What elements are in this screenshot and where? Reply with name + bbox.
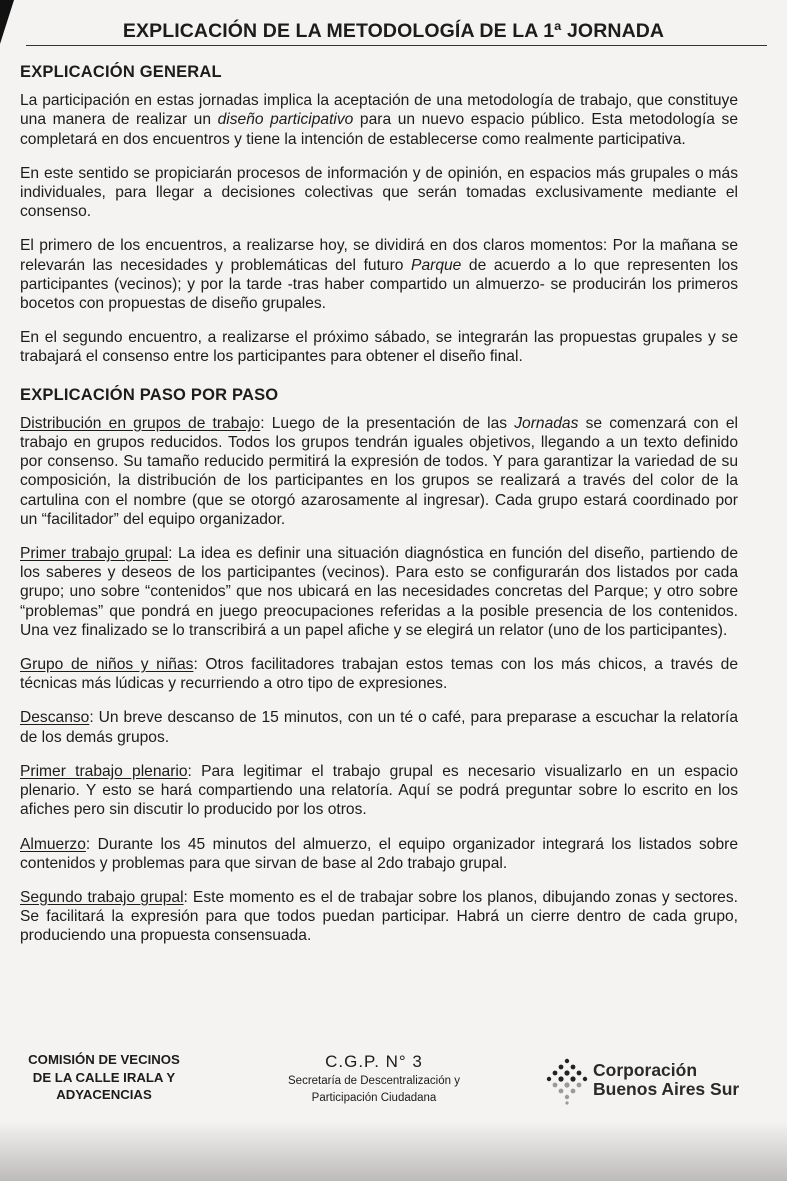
section-heading-steps: EXPLICACIÓN PASO POR PASO [20, 385, 279, 404]
text-run: para un nuevo espacio público. Esta metodología se completará en dos encuentros y tiene la intención de establecerse como realmente participativa. [20, 111, 738, 148]
title-underline [26, 45, 767, 46]
corporacion-name [593, 1061, 739, 1099]
paragraph-general-4: En el segundo encuentro, a realizarse el próximo sábado, se integrarán las propuestas grupales y se trabajará el consenso entre los participantes para obtener el diseño final. [20, 329, 738, 366]
emphasis-text: Jornadas [514, 414, 579, 432]
text-run: : Otros facilitadores trabajan estos temas con los más chicos, a través de técnicas más lúdicas y recurriendo a otro tipo de expresiones. [20, 656, 738, 693]
paragraph-general-2: En este sentido se propiciarán procesos de información y de opinión, en espacios más grupales o más individuales, para llegar a decisiones colectivas que serán tomadas exclusivamente mediante el consenso. [20, 164, 738, 221]
step-segundo-trabajo-grupal [20, 888, 738, 946]
cgp-title: C.G.P. N° 3 [325, 1052, 423, 1071]
step-label: Descanso [20, 709, 90, 727]
step-label: Segundo trabajo grupal [20, 888, 184, 906]
text-run: : Este momento es el de trabajar sobre los planos, dibujando zonas y sectores. Se facilitará la expresión para que todos puedan participar. Habrá un cierre dentro de cada grupo, produciendo una propuesta consensuada. [20, 888, 738, 945]
text-run: : Durante los 45 minutos del almuerzo, el equipo organizador integrará los listados sobre contenidos y problemas para que sirvan de base al 2do trabajo grupal. [20, 835, 738, 872]
text-run: : La idea es definir una situación diagnóstica en función del diseño, partiendo de los saberes y deseos de los participantes (vecinos). Para esto se configurarán dos listados por cada grupo; uno sobre “contenidos” que nos ubicará en las necesidades concretas del Parque; y otro sobre “problemas” que pondrá en juego preocupaciones referidas a la posible presencia de los contenidos. Una vez finalizado se lo transcribirá a un papel afiche y se elegirá un relator (uno de los participantes). [20, 545, 738, 639]
dotted-diamond-logo-icon [545, 1057, 589, 1107]
step-label: Primer trabajo plenario [20, 762, 188, 780]
paragraph-general-3 [20, 236, 738, 313]
page-title: EXPLICACIÓN DE LA METODOLOGÍA DE LA 1ª JORNADA [122, 20, 665, 42]
cgp-subtitle: Secretaría de Descentralización y [288, 1075, 460, 1087]
comision-line: COMISIÓN DE VECINOS [28, 1052, 180, 1067]
text-run: : Un breve descanso de 15 minutos, con un té o café, para preparase a escuchar la relatoría de los demás grupos. [20, 709, 738, 746]
text-run: de acuerdo a lo que representen los participantes (vecinos); y por la tarde -tras haber compartido un almuerzo- se producirán los primeros bocetos con propuestas de diseño grupales. [20, 256, 738, 313]
step-label: Primer trabajo grupal [20, 545, 169, 563]
emphasis-text: Parque [411, 256, 462, 274]
step-label: Grupo de niños y niñas [20, 656, 194, 674]
scan-shadow [0, 1121, 787, 1181]
paragraph-general-1 [20, 91, 738, 149]
comision-line: ADYACENCIAS [56, 1087, 152, 1102]
corp-line: Corporación [593, 1060, 698, 1080]
emphasis-text: diseño participativo [217, 111, 354, 129]
step-descanso [20, 708, 738, 746]
step-primer-trabajo-grupal [20, 544, 738, 640]
step-grupo-ninos [20, 655, 738, 693]
comision-vecinos [12, 1051, 196, 1104]
corp-line: Buenos Aires Sur [593, 1079, 740, 1099]
comision-line: DE LA CALLE IRALA Y [32, 1069, 176, 1085]
cgp-subtitle: Participación Ciudadana [311, 1092, 437, 1104]
corporacion-logo [545, 1057, 755, 1107]
step-label: Almuerzo [20, 835, 86, 853]
text-run: El primero de los encuentros, a realizarse hoy, se dividirá en dos claros momentos: Por la mañana se relevarán las necesidades y problemáticas del futuro [20, 237, 738, 274]
cgp-block [280, 1051, 468, 1107]
document-body [20, 63, 738, 961]
section-heading-general: EXPLICACIÓN GENERAL [20, 63, 222, 81]
step-almuerzo [20, 835, 738, 873]
step-primer-plenario [20, 762, 738, 820]
text-run: La participación en estas jornadas implica la aceptación de una metodología de trabajo, que constituye una manera de realizar un [20, 92, 738, 129]
text-run: : Para legitimar el trabajo grupal es necesario visualizarlo en un espacio plenario. Y esto se hará compartiendo una relatoría. Aquí se podrá preguntar sobre lo escrito en los afiches pero sin discutir lo producido por los otros. [20, 762, 738, 819]
text-run: se comenzará con el trabajo en grupos reducidos. Todos los grupos tendrán iguales objetivos, llegando a un texto definido por consenso. Su tamaño reducido permitirá la expresión de todos. Y para garantizar la variedad de su composición, la distribución de los participantes en los grupos se realizará a través del color de la cartulina con el nombre (que se otorgó azarosamente al ingresar). Cada grupo estará coordinado por un “facilitador” del equipo organizador. [20, 414, 739, 528]
step-label: Distribución en grupos de trabajo [20, 414, 261, 432]
step-distribucion [20, 414, 738, 529]
text-run: : Luego de la presentación de las [260, 414, 515, 432]
